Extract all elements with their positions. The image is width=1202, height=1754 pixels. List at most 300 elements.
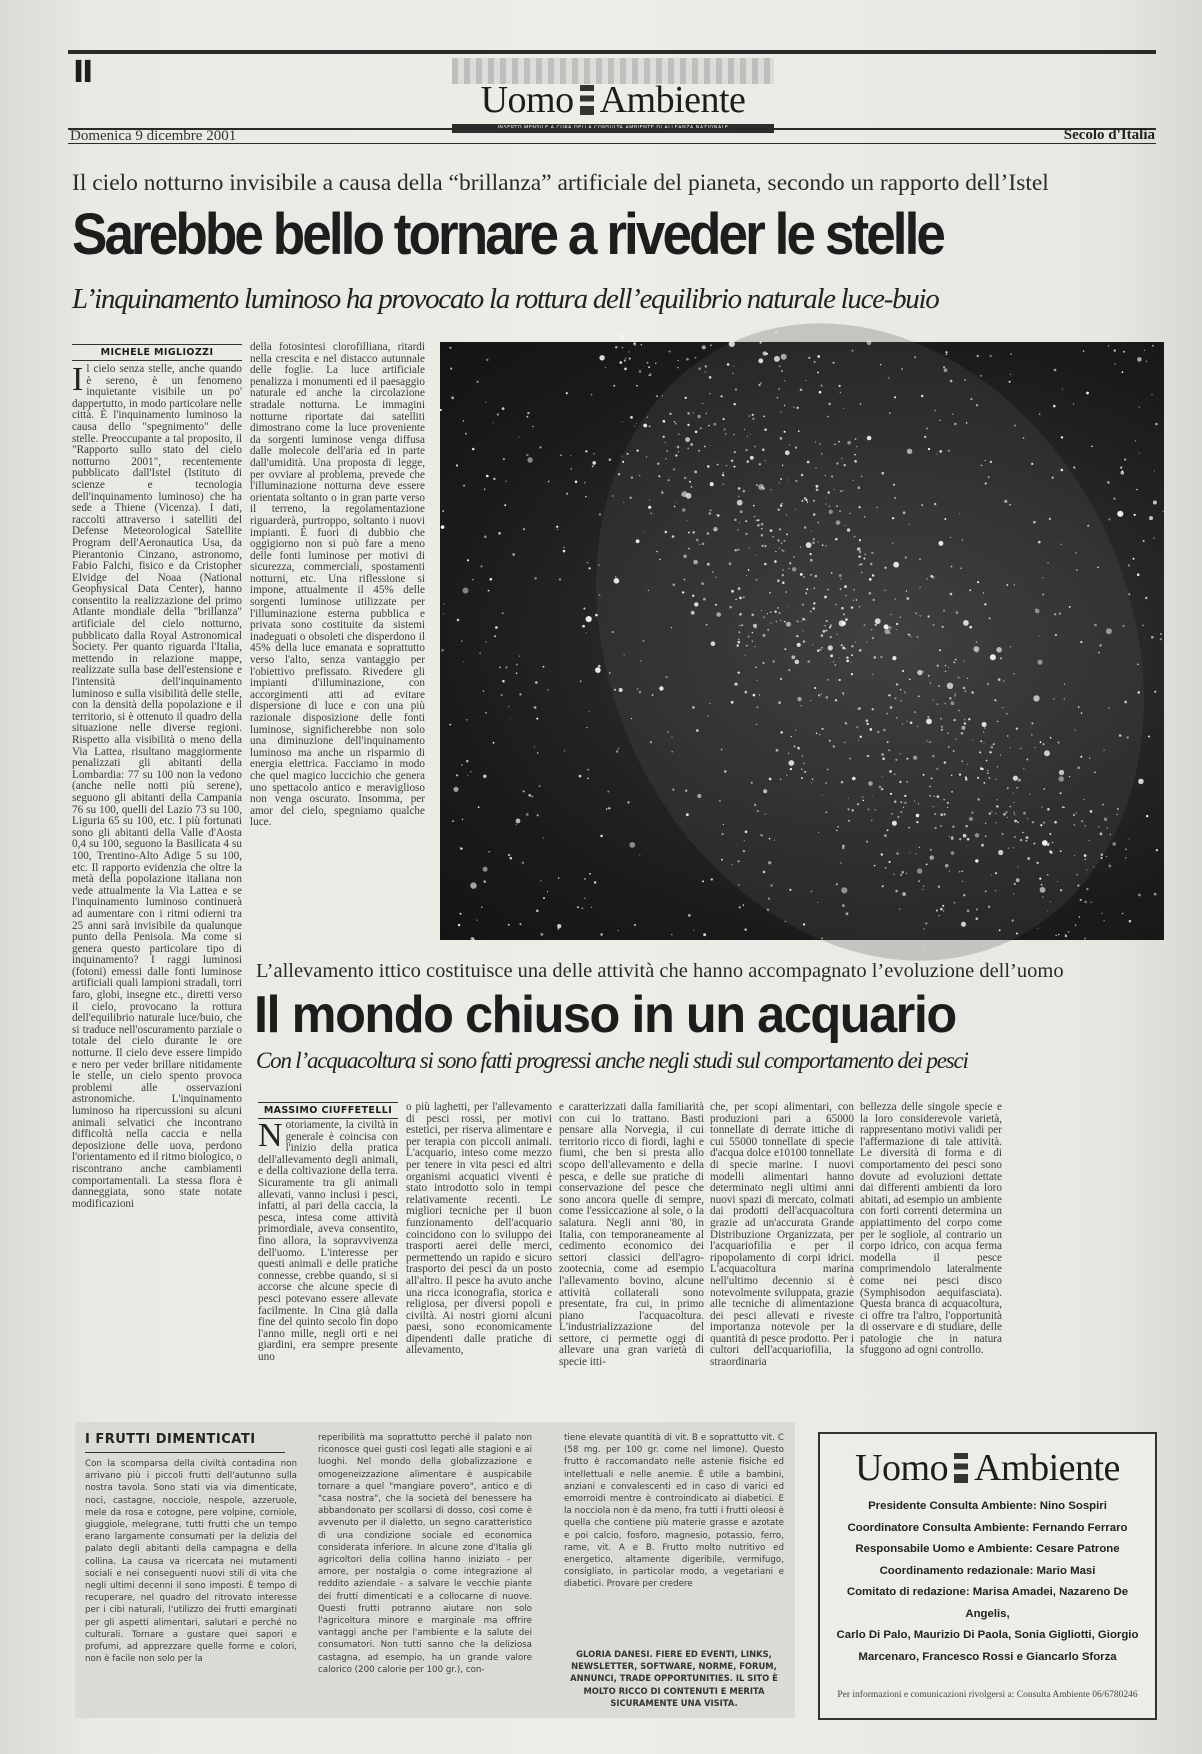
star	[923, 774, 925, 776]
star	[1086, 392, 1089, 395]
star	[656, 551, 658, 553]
star	[781, 503, 782, 504]
star	[842, 847, 844, 849]
star	[1013, 893, 1014, 894]
star	[919, 558, 921, 560]
star	[467, 559, 469, 561]
star	[483, 867, 488, 872]
star	[478, 806, 480, 808]
star	[770, 529, 773, 532]
star	[734, 451, 736, 453]
star	[648, 506, 651, 509]
star	[583, 608, 585, 610]
star	[801, 620, 802, 621]
star	[940, 825, 942, 827]
star	[945, 864, 948, 867]
star	[1149, 516, 1153, 520]
star	[945, 703, 946, 704]
star	[1027, 818, 1028, 819]
star	[788, 480, 789, 481]
star	[822, 795, 823, 796]
star	[845, 722, 847, 724]
star	[827, 769, 829, 771]
star	[702, 582, 705, 585]
star	[933, 624, 935, 626]
star	[1007, 787, 1009, 789]
star	[890, 706, 893, 709]
star	[995, 779, 996, 780]
star	[874, 865, 876, 867]
star	[1042, 840, 1048, 846]
star	[1104, 818, 1107, 821]
article1-column-1	[72, 361, 242, 1210]
star	[966, 422, 968, 424]
star	[842, 647, 845, 650]
star	[673, 583, 676, 586]
star	[812, 607, 815, 610]
star	[1049, 833, 1051, 835]
star	[528, 794, 531, 797]
star	[828, 403, 831, 406]
star	[794, 745, 796, 747]
star	[723, 472, 724, 473]
star	[1041, 884, 1043, 886]
star	[780, 678, 782, 680]
star	[1064, 807, 1065, 808]
star	[1146, 815, 1148, 817]
star	[753, 694, 756, 697]
star	[871, 820, 872, 821]
star	[635, 345, 636, 346]
star	[949, 697, 952, 700]
star	[754, 516, 756, 518]
star	[745, 831, 748, 834]
star	[941, 729, 943, 731]
star	[953, 661, 955, 663]
star	[1073, 467, 1075, 469]
star	[643, 531, 644, 532]
star	[1026, 836, 1029, 839]
star	[961, 726, 965, 730]
star	[921, 504, 923, 506]
star	[789, 562, 791, 564]
star	[895, 598, 896, 599]
star	[502, 612, 504, 614]
star	[505, 481, 506, 482]
star	[1155, 423, 1158, 426]
star	[462, 819, 463, 820]
star	[964, 723, 966, 725]
star	[764, 545, 766, 547]
star	[864, 516, 866, 518]
star	[779, 528, 781, 530]
star	[647, 417, 648, 418]
star	[709, 703, 710, 704]
star	[846, 912, 849, 915]
star	[556, 526, 558, 528]
star	[746, 575, 747, 576]
star	[831, 572, 833, 574]
star	[791, 736, 792, 737]
article1-column-1-text: l cielo senza stelle, anche quando è sereno, è un fenomeno inquietante visibile un po' dappertutto, in modo particolare nelle città. È l'inquinamento luminoso la causa dello "spegnimento" delle stelle. Preoccupante a tal proposito, il "Rapporto sullo stato del cielo notturno 2001", recentemente pubblicato dall'Istel (Istituto di scienze e tecnologia dell'inquinamento luminoso) che ha sede a Thiene (Vicenza). I dati, raccolti attraverso i satelliti del Defense Meteorological Satellite Program dell'Aeronautica Usa, da Pierantonio Cinzano, astronomo, Fabio Falchi, fisico e da Cristopher Elvidge del Noaa (National Geophysical Data Center), hanno consentito la realizzazione del primo Atlante mondiale della "brillanza" artificiale del cielo notturno, pubblicato dalla Royal Astronomical Society. Per quanto riguarda l'Italia, mettendo in relazione mappe, realizzate sulla base dell'estensione e l'intensità dell'inquinamento luminoso e sulla visibilità delle stelle, con la densità della popolazione e il territorio, si è ottenuto il quadro della situazione nelle diverse regioni. Rispetto alla visibilità o meno della Via Lattea, risultano maggiormente penalizzati gli abitanti della Lombardia: 77 su 100 non la vedono (anche nelle notti più serene), seguono gli abitanti della Campania 76 su 100, quelli del Lazio 73 su 100, Liguria 65 su 100, etc. I più fortunati sono gli abitanti della Valle d'Aosta 0,4 su 100, seguono la Basilicata 4 su 100, Trentino-Alto Adige 5 su 100, etc. Il rapporto evidenzia che oltre la metà della popolazione italiana non vede attualmente la Via Lattea e se l'inquinamento luminoso continuerà ad aumentare con i ritmi odierni tra 25 anni sarà invisibile da qualunque punto della Penisola. Ma come si genera questo particolare tipo di inquinamento? I raggi luminosi (fotoni) emessi dalle fonti luminose artificiali quali lampioni stradali, torri faro, globi, insegne etc., diretti verso il cielo, provocano la rottura dell'equilibrio naturale luce/buio, che si traduce nell'oscuramento parziale o totale del cielo durante le ore notturne. Il cielo deve essere limpido e nero per veder brillare nitidamente le stelle, un cielo spento provoca problemi alle osservazioni astronomiche. L'inquinamento luminoso ha ripercussioni su alcuni animali selvatici che incontrano difficoltà nella caccia e nella deposizione delle uova, perdono l'orientamento ed il ritmo biologico, o riscontrano anche cambiamenti comportamentali. La stessa flora è danneggiata, sono state notate modificazioni	[72, 363, 242, 1210]
star	[841, 644, 843, 646]
star	[756, 579, 758, 581]
star	[980, 740, 982, 742]
star	[752, 418, 754, 420]
star	[541, 933, 544, 936]
star	[937, 703, 939, 705]
star	[969, 817, 973, 821]
star	[693, 930, 694, 931]
star	[1074, 824, 1076, 826]
star	[622, 347, 623, 348]
star	[790, 768, 792, 770]
star	[930, 849, 932, 851]
star	[853, 600, 854, 601]
star	[1014, 425, 1016, 427]
star	[557, 529, 558, 530]
star	[859, 551, 861, 553]
star	[758, 358, 763, 363]
star	[584, 898, 585, 899]
star	[936, 454, 937, 455]
star	[559, 578, 561, 580]
star	[827, 679, 829, 681]
star	[958, 710, 960, 712]
star	[877, 507, 878, 508]
star	[800, 573, 803, 576]
star	[1000, 657, 1002, 659]
star	[909, 679, 911, 681]
star	[925, 922, 927, 924]
star	[1010, 747, 1011, 748]
star	[778, 701, 781, 704]
star	[1122, 371, 1124, 373]
star	[887, 741, 889, 743]
star	[440, 409, 442, 411]
star	[743, 850, 745, 852]
star	[686, 813, 689, 816]
star	[1016, 933, 1018, 935]
star	[633, 342, 636, 345]
star	[938, 541, 943, 546]
star	[716, 577, 717, 578]
star	[1090, 810, 1093, 813]
star	[1060, 792, 1062, 794]
star	[1119, 513, 1121, 515]
star	[955, 659, 957, 661]
star	[1153, 538, 1154, 539]
star	[867, 436, 872, 441]
staff-line: Presidente Consulta Ambiente: Nino Sospiri	[868, 1500, 1107, 1512]
star	[729, 606, 732, 609]
star	[821, 453, 822, 454]
star	[685, 790, 687, 792]
star	[526, 813, 529, 816]
star	[952, 826, 954, 828]
star	[899, 781, 901, 783]
star	[485, 712, 487, 714]
star	[807, 461, 810, 464]
star	[750, 434, 751, 435]
article2-column-4: che, per scopi alimentari, con produzioni pari a 65000 tonnellate di derrate ittiche di cui 55000 tonnellate di specie d'acqua dolce e10100 tonnellate di specie marine. I nuovi modelli alimentari hanno determinato negli ultimi anni nuovi spazi di mercato, colmati dai prodotti dell'acquacoltura grazie ad un'accurata Grande Distribuzione Organizzata, per l'acquariofilia e per il ripopolamento di corpi idrici. L'acquacoltura marina nell'ultimo decennio si è notevolmente sviluppata, grazie alle tecniche di alimentazione dei pesci allevati e riveste importanza notevole per la quantità di pesce prodotto. Per i cultori dell'acquariofilia, la straordinaria	[710, 1101, 854, 1369]
staff-line: Responsabile Uomo e Ambiente: Cesare Patrone	[855, 1543, 1120, 1555]
star	[819, 443, 820, 444]
star	[712, 571, 714, 573]
frutti-column-1: Con la scomparsa della civiltà contadina non arrivano più i piccoli frutti dell'autunno sulla nostra tavola. Sono stati via via dimenticate, noci, castagne, nocciole, nespole, azzeruole, mele da rosa e cotogne, pere volpine, corniole, giuggiole, melegrane, tutti frutti che un tempo erano largamente consumati per la delizia del palato degli abitanti della campagna e della collina. La causa va ricercata nei mutamenti sociali e nei conseguenti nuovi stili di vita che negli ultimi decenni il sono imposti. È tempo di recuperare, nel quadro del ritrovato interesse per i cibi naturali, l'utilizzo dei frutti emarginati per gli aspetti alimentari, salutari e perché no culturali. Tornare a gustare quei sapori e profumi, ad apprezzare quelle forme e colori, non è facile non solo per la	[85, 1459, 297, 1665]
star	[700, 427, 702, 429]
star	[818, 694, 820, 696]
star	[842, 845, 844, 847]
star	[1100, 833, 1103, 836]
star	[600, 340, 601, 341]
star	[962, 539, 964, 541]
star	[896, 683, 899, 686]
star	[698, 450, 700, 452]
star	[881, 788, 883, 790]
star	[442, 510, 444, 512]
star	[705, 365, 707, 367]
star	[784, 648, 786, 650]
star	[918, 696, 920, 698]
star	[953, 719, 955, 721]
star	[828, 645, 833, 650]
star	[963, 894, 965, 896]
star	[954, 423, 956, 425]
star	[711, 878, 713, 880]
star	[761, 610, 762, 611]
star	[761, 523, 764, 526]
star	[782, 574, 784, 576]
star	[443, 613, 444, 614]
star	[822, 544, 824, 546]
star	[648, 366, 650, 368]
star	[1013, 847, 1015, 849]
star	[460, 913, 462, 915]
star	[589, 711, 590, 712]
star	[855, 438, 857, 440]
star	[652, 694, 654, 696]
star	[842, 904, 845, 907]
star	[914, 800, 915, 801]
star	[1124, 701, 1127, 704]
star	[938, 915, 940, 917]
star	[674, 506, 676, 508]
star	[715, 604, 717, 606]
star	[945, 671, 947, 673]
star	[889, 770, 892, 773]
star	[560, 454, 562, 456]
star	[1002, 947, 1003, 948]
star	[1106, 628, 1112, 634]
star	[812, 778, 814, 780]
star	[619, 334, 624, 339]
star	[721, 859, 723, 861]
star	[990, 654, 996, 660]
star	[944, 368, 948, 372]
star	[894, 497, 896, 499]
star	[788, 669, 790, 671]
star	[622, 456, 623, 457]
star	[566, 392, 568, 394]
star	[834, 444, 836, 446]
star	[1108, 707, 1110, 709]
star	[839, 620, 845, 626]
star	[943, 910, 944, 911]
star	[814, 588, 815, 589]
star	[884, 834, 887, 837]
newspaper-name: Secolo d'Italia	[1063, 127, 1155, 143]
star	[1026, 840, 1028, 842]
star	[1047, 562, 1048, 563]
star	[997, 721, 998, 722]
star	[779, 548, 780, 549]
star	[441, 525, 445, 529]
star	[977, 798, 980, 801]
star	[810, 700, 811, 701]
star	[637, 688, 639, 690]
star	[780, 411, 781, 412]
star	[955, 738, 956, 739]
star	[888, 626, 891, 629]
star	[494, 635, 496, 637]
star	[1086, 869, 1087, 870]
star	[1080, 641, 1082, 643]
star	[989, 618, 991, 620]
star	[709, 376, 712, 379]
star	[1152, 394, 1153, 395]
star	[756, 555, 757, 556]
star	[974, 646, 980, 652]
star	[1059, 612, 1061, 614]
star	[916, 821, 918, 823]
star	[763, 789, 767, 793]
star	[668, 479, 670, 481]
star	[806, 380, 807, 381]
star	[871, 552, 873, 554]
star	[639, 854, 640, 855]
star	[634, 924, 636, 926]
star	[745, 533, 747, 535]
star	[1009, 381, 1011, 383]
star	[943, 610, 945, 612]
star	[695, 431, 698, 434]
star	[599, 355, 604, 360]
star	[990, 461, 992, 463]
star	[536, 718, 538, 720]
star	[777, 539, 780, 542]
star	[1098, 652, 1100, 654]
star	[880, 364, 881, 365]
star	[456, 774, 458, 776]
star	[858, 506, 860, 508]
star	[710, 445, 711, 446]
star	[894, 801, 896, 803]
star	[785, 921, 786, 922]
star	[585, 496, 586, 497]
star	[508, 854, 510, 856]
star	[1160, 638, 1162, 640]
star	[931, 778, 933, 780]
staff-line: Coordinatore Consulta Ambiente: Fernando Ferraro	[847, 1521, 1128, 1534]
star	[710, 344, 712, 346]
star	[735, 549, 737, 551]
star	[947, 683, 953, 689]
star	[747, 436, 748, 437]
star	[926, 719, 932, 725]
star	[1083, 799, 1084, 800]
star	[767, 909, 770, 912]
star	[716, 612, 721, 617]
star	[996, 822, 997, 823]
star	[1038, 541, 1041, 544]
star	[764, 428, 767, 431]
star	[1010, 353, 1012, 355]
star	[1107, 481, 1109, 483]
star	[996, 799, 997, 800]
star	[483, 775, 486, 778]
star	[558, 877, 559, 878]
star	[472, 579, 473, 580]
star	[1004, 500, 1007, 503]
star	[686, 520, 687, 521]
star	[1043, 743, 1045, 745]
star	[853, 589, 855, 591]
star	[800, 547, 801, 548]
star	[537, 752, 539, 754]
star	[1133, 558, 1135, 560]
star	[959, 513, 960, 514]
star	[802, 755, 804, 757]
star	[839, 679, 841, 681]
star	[917, 670, 922, 675]
star	[856, 446, 857, 447]
star	[977, 581, 979, 583]
star	[522, 862, 524, 864]
star	[846, 656, 849, 659]
star	[996, 647, 1002, 653]
star	[919, 847, 921, 849]
star	[892, 543, 893, 544]
star	[1007, 817, 1008, 818]
star	[481, 906, 483, 908]
star	[643, 424, 647, 428]
star	[984, 957, 986, 959]
star	[744, 840, 745, 841]
star	[741, 624, 743, 626]
star	[858, 740, 859, 741]
star	[706, 413, 707, 414]
star	[872, 674, 873, 675]
star	[526, 454, 528, 456]
star	[821, 647, 823, 649]
star	[1125, 857, 1126, 858]
star	[723, 418, 725, 420]
star	[1052, 946, 1054, 948]
star	[852, 809, 854, 811]
star	[1069, 776, 1070, 777]
star	[1049, 518, 1051, 520]
star	[933, 700, 934, 701]
star	[486, 641, 487, 642]
star	[806, 588, 808, 590]
star	[964, 942, 965, 943]
star	[1134, 514, 1136, 516]
star	[745, 691, 748, 694]
star	[969, 589, 971, 591]
star	[1084, 854, 1087, 857]
star	[731, 460, 733, 462]
